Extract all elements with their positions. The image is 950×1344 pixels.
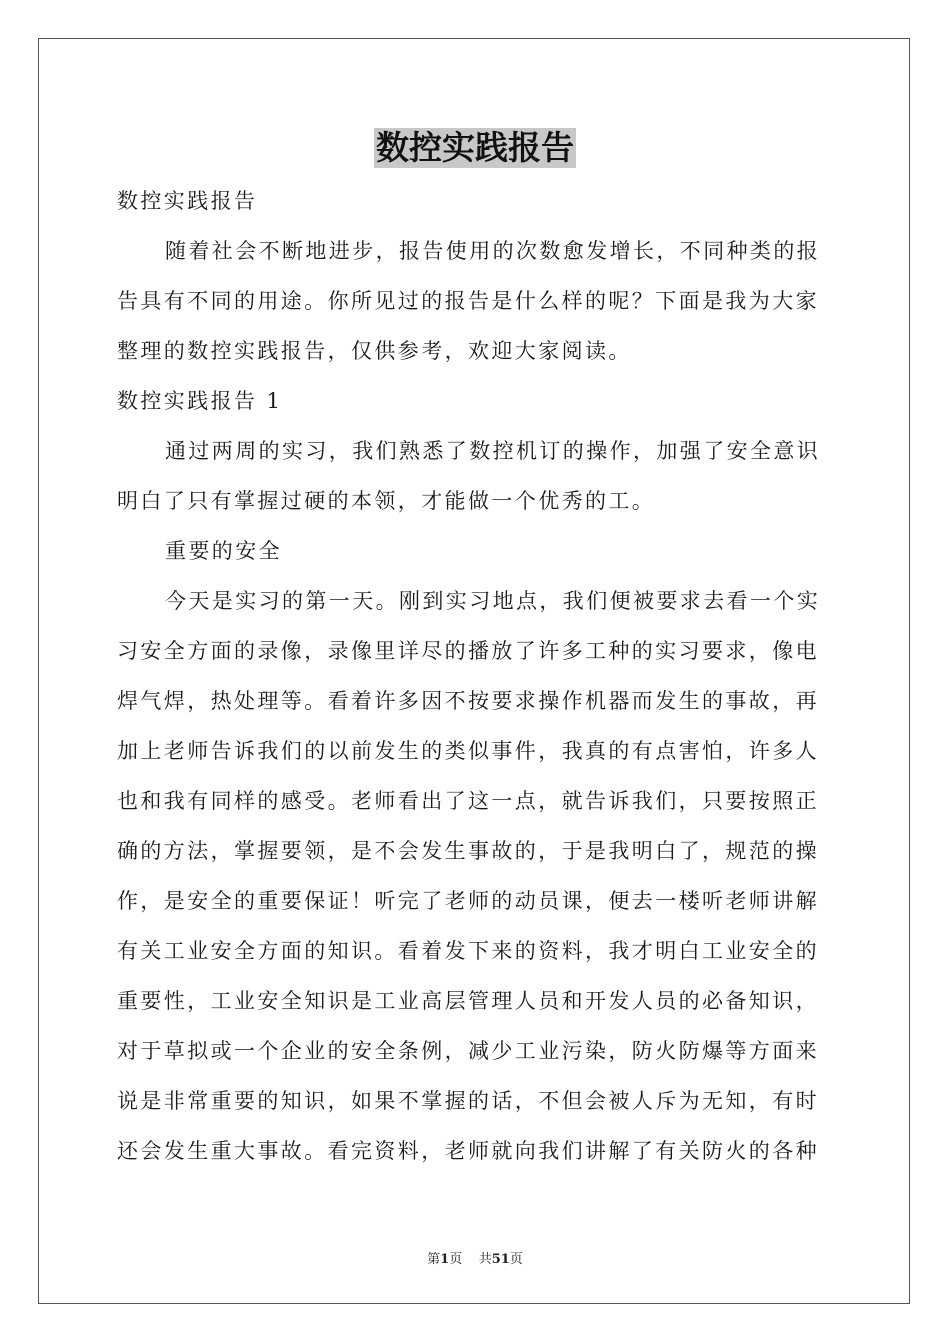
text-line: 明白了只有掌握过硬的本领，才能做一个优秀的工。 [117,489,656,513]
text-line: 随着社会不断地进步，报告使用的次数愈发增长，不同种类的报 [165,239,821,263]
text-line: 重要性，工业安全知识是工业高层管理人员和开发人员的必备知识， [117,989,819,1013]
text-line: 焊气焊，热处理等。看着许多因不按要求操作机器而发生的事故，再 [117,689,819,713]
footer-total-prefix: 共 [478,1252,492,1267]
document-title: 数控实践报告 [376,128,574,167]
text-line: 确的方法，掌握要领，是不会发生事故的，于是我明白了，规范的操 [117,839,819,863]
title-container [0,128,950,168]
text-line: 通过两周的实习，我们熟悉了数控机订的操作，加强了安全意识 [165,439,821,463]
footer-page-suffix: 页 [449,1252,463,1267]
text-line: 也和我有同样的感受。老师看出了这一点，就告诉我们，只要按照正 [117,789,819,813]
text-line: 说是非常重要的知识，如果不掌握的话，不但会被人斥为无知，有时 [117,1089,819,1113]
text-line: 加上老师告诉我们的以前发生的类似事件，我真的有点害怕，许多人 [117,739,819,763]
text-line: 有关工业安全方面的知识。看着发下来的资料，我才明白工业安全的 [117,939,819,963]
text-line: 还会发生重大事故。看完资料，老师就向我们讲解了有关防火的各种 [117,1139,819,1163]
page-footer [0,1248,950,1267]
text-line: 对于草拟或一个企业的安全条例，减少工业污染，防火防爆等方面来 [117,1039,819,1063]
text-line: 数控实践报告 1 [117,389,283,413]
text-line: 今天是实习的第一天。刚到实习地点，我们便被要求去看一个实 [165,589,821,613]
footer-total-pages: 51 [491,1252,510,1267]
text-line: 告具有不同的用途。你所见过的报告是什么样的呢？下面是我为大家 [117,289,819,313]
footer-page-number: 1 [440,1252,450,1267]
text-line: 作，是安全的重要保证！听完了老师的动员课，便去一楼听老师讲解 [117,889,819,913]
footer-total-suffix: 页 [509,1252,523,1267]
text-line: 数控实践报告 [117,189,258,213]
footer-page-prefix: 第 [427,1252,441,1267]
document-body [117,176,835,1176]
text-line: 习安全方面的录像，录像里详尽的播放了许多工种的实习要求，像电 [117,639,819,663]
text-line: 整理的数控实践报告，仅供参考，欢迎大家阅读。 [117,339,632,363]
text-line: 重要的安全 [165,539,282,563]
